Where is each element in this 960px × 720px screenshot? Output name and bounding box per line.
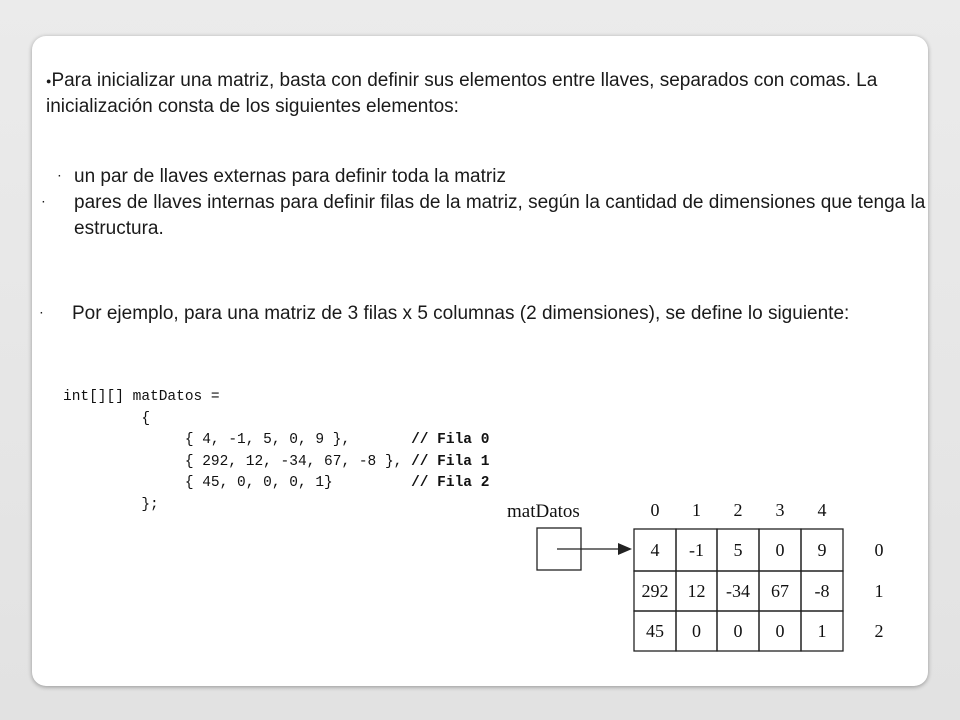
matrix-cell: 12 xyxy=(687,581,706,601)
matrix-label: matDatos xyxy=(507,501,580,522)
matrix-cell: 0 xyxy=(775,621,785,641)
sub-bullet-1 xyxy=(58,164,918,190)
sub-bullet-text: pares de llaves internas para definir filas de la matriz, según la cantidad de dimensiones que tenga la estructura. xyxy=(74,192,926,240)
bullet-icon: ● xyxy=(46,76,52,86)
intro-paragraph xyxy=(46,68,906,120)
code-block xyxy=(63,387,489,516)
row-index-2: 2 xyxy=(874,621,884,641)
code-close-brace: }; xyxy=(141,496,159,513)
matrix-cell: -1 xyxy=(689,540,704,560)
code-open-brace: { xyxy=(141,410,151,427)
matrix-cell: 0 xyxy=(733,621,743,641)
code-comment-0: // Fila 0 xyxy=(411,432,490,448)
bullet-icon: · xyxy=(40,308,44,319)
matrix-cell: 0 xyxy=(775,540,785,560)
example-paragraph xyxy=(40,301,872,327)
matrix-cell: 9 xyxy=(817,540,827,560)
example-text: Por ejemplo, para una matriz de 3 filas x 5 columnas (2 dimensiones), se define lo siguiente: xyxy=(72,303,850,325)
column-index-3: 3 xyxy=(775,500,785,520)
sub-bullet-2 xyxy=(42,190,944,242)
matrix-cell: 0 xyxy=(692,621,701,641)
matrix-cell: 292 xyxy=(641,581,669,601)
column-index-4: 4 xyxy=(817,500,827,520)
code-row-1: { 292, 12, -34, 67, -8 }, xyxy=(184,453,412,470)
sub-bullet-text: un par de llaves externas para definir toda la matriz xyxy=(74,166,506,188)
bullet-icon: · xyxy=(58,171,62,182)
code-comment-1: // Fila 1 xyxy=(411,453,490,470)
matrix-cell: -34 xyxy=(726,581,750,601)
code-declaration: int[][] matDatos = xyxy=(63,389,220,405)
slide xyxy=(32,36,928,686)
code-comment-2: // Fila 2 xyxy=(411,475,490,491)
matrix-cell: 1 xyxy=(817,621,827,641)
bullet-icon: · xyxy=(42,197,46,208)
matrix-cell: 45 xyxy=(646,621,664,641)
intro-text: Para inicializar una matriz, basta con definir sus elementos entre llaves, separados con comas. La inicialización consta de los siguientes elementos: xyxy=(46,70,878,118)
column-index-2: 2 xyxy=(733,500,743,520)
code-row-2: { 45, 0, 0, 0, 1} xyxy=(184,475,412,491)
matrix-cell: -8 xyxy=(814,581,830,601)
matrix-cell: 4 xyxy=(650,540,660,560)
matrix-cell: 67 xyxy=(771,581,789,601)
row-index-0: 0 xyxy=(874,540,884,560)
code-row-0: { 4, -1, 5, 0, 9 }, xyxy=(184,432,412,448)
row-index-1: 1 xyxy=(874,581,884,601)
column-index-1: 1 xyxy=(692,500,701,520)
column-index-0: 0 xyxy=(650,500,660,520)
matrix-cell: 5 xyxy=(733,540,743,560)
